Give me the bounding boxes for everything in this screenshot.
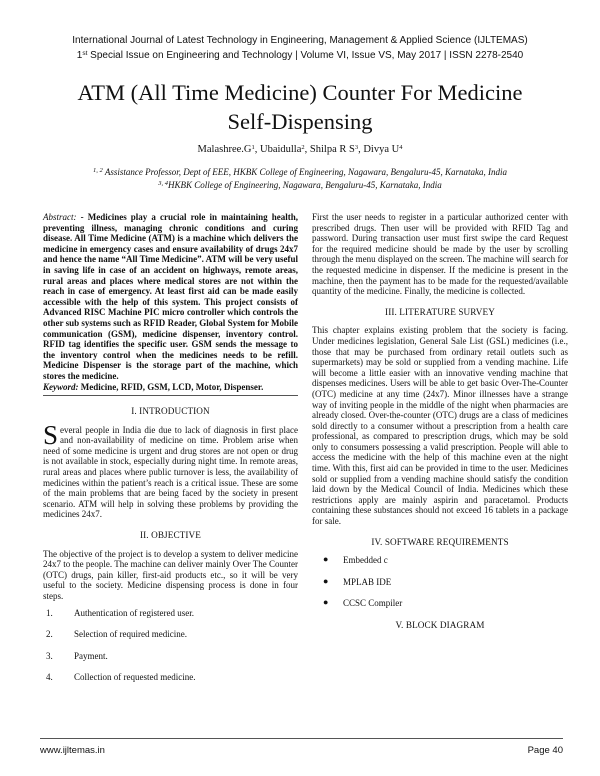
keywords: Keyword: Medicine, RFID, GSM, LCD, Motor, Dispenser. bbox=[43, 382, 298, 397]
footer-divider bbox=[40, 738, 563, 739]
objective-continued-paragraph: First the user needs to register in a particular authorized center with prescribed drugs. Then user will be provided with RFID Tag and password. During transaction user must first swipe the card Request for the required medicine should be made by the user by scrolling through the menu displayed on the screen. The machine will search for the requested medicine in dispenser. If the medicine is present in the machine, then the payment has to be made for the requested/available quantity of the medicine. Finally, the medicine is collected. bbox=[312, 212, 568, 297]
footer-page-number: Page 40 bbox=[527, 745, 563, 756]
software-requirements-list bbox=[312, 555, 568, 609]
dispensing-steps-list bbox=[43, 608, 298, 683]
objective-paragraph: The objective of the project is to develop a system to deliver medicine 24x7 to the people. The machine can deliver mainly Over The Counter (OTC) drugs, pain killer, first-aid products etc., so it will be very useful to the society. Medicine dispensing process is done in four steps. bbox=[43, 548, 298, 601]
paper-title bbox=[40, 78, 560, 136]
literature-survey-paragraph: This chapter explains existing problem that the society is facing. Under medicines legislation, General Sale List (GSL) medicines (i.e., those that may be purchased from ordinary retail outlets such as supermarkets) may be sold or supplied from a vending machine. Life will become a little easier with an innovative vending machine that dispenses medicines. Users will be able to get basic Over-The-Counter (OTC) medicine at any time (24x7). Minor illnesses have a strange way of inviting people in the middle of the night when pharmacies are already closed. Over-the-counter (OTC) drugs are a class of medicines sold directly to a consumer without a prescription from a health care professional, as compared to prescription drugs, which may be sold only to consumers possessing a valid prescription. People will able to access the medicine with the help of this machine even at the night time. With this, first aid can be provided in time to the user. Medicines sold or supplied from a vending machine should satisfy the condition laid down by the Medical Council of India. Medicines which these restrictions apply are mainly aspirin and paracetamol. Products containing these substances should not exceed 16 tablets in a package for sale. bbox=[312, 325, 568, 527]
abstract: Abstract: - Medicines play a crucial role in maintaining health, preventing illness, managing chronic conditions and curing disease. All Time Medicine (ATM) is a machine which delivers the medicine in emergency cases and ensure availability of drugs 24x7 and hence the name “All Time Medicine”. ATM will be very useful in saving life in case of an accident on highways, remote areas, rural areas and places where medical stores are not within the reach in case of emergency. At least first aid can be made easily accessible with the help of this system. This project consists of Advanced RISC Machine PIC micro controller which controls the other sub systems such as RFID Reader, Global System for Mobile communication (GSM), medicine dispenser, inventory control. RFID tag identifies the specific user. GSM sends the message to the inventory control when the medicines needs to be refill. Medicine Dispenser is the storage part of the machine, which stores the medicine. bbox=[43, 212, 298, 381]
introduction-paragraph: Several people in India die due to lack of diagnosis in first place and non-availability of medicine on time. Problem arise when need of some medicine is urgent and drug stores are not open or drug is not available in stock, especially during night time. In remote areas, rural areas and places where public turnover is less, the availability of medicines within the patient’s reach is a critical issue. These are some of the main problems that are being faced by the society in present scenario. ATM will help in solving these problems by providing the medicines 24x7. bbox=[43, 419, 298, 520]
list-item: 4. Collection of requested medicine. bbox=[46, 672, 196, 683]
bullet-icon: ● bbox=[323, 554, 329, 565]
paper-title-line-1: ATM (All Time Medicine) Counter For Medicine bbox=[77, 80, 523, 105]
footer-website: www.ijltemas.in bbox=[40, 745, 105, 756]
journal-header bbox=[0, 34, 600, 62]
affiliation-1: $^{1, 2}$ Assistance Professor, Dept of EEE, HKBK College of Engineering, Nagawara, Bengaluru-45, Karnataka, India bbox=[93, 167, 507, 177]
list-item: 3. Payment. bbox=[46, 650, 108, 661]
journal-issue: 1st Special Issue on Engineering and Technology | Volume VI, Issue VS, May 2017 | ISSN 2278-2540 bbox=[76, 50, 524, 61]
right-column bbox=[312, 212, 568, 639]
affiliation-2: $^{3, 4}$HKBK College of Engineering, Nagawara, Bengaluru-45, Karnataka, India bbox=[158, 180, 442, 190]
list-item: ● CCSC Compiler bbox=[323, 597, 403, 609]
section-heading-objective: II. OBJECTIVE bbox=[139, 530, 201, 541]
drop-cap: S bbox=[43, 419, 59, 450]
bullet-icon: ● bbox=[323, 597, 329, 608]
list-item: 2. Selection of required medicine. bbox=[46, 629, 187, 640]
bullet-icon: ● bbox=[323, 575, 329, 586]
author-list: $Malashree.G^1$, Ubaidulla$^2$, Shilpa R $S^3$, Divya $U^4$ bbox=[197, 144, 403, 155]
list-item: ● Embedded c bbox=[323, 554, 388, 566]
section-heading-block-diagram: V. BLOCK DIAGRAM bbox=[395, 620, 485, 630]
section-heading-introduction: I. INTRODUCTION bbox=[131, 406, 210, 417]
list-item: ● MPLAB IDE bbox=[323, 575, 392, 587]
section-heading-software-requirements: IV. SOFTWARE REQUIREMENTS bbox=[371, 536, 509, 547]
journal-name: International Journal of Latest Technology in Engineering, Management & Applied Science (IJLTEMAS) bbox=[72, 35, 528, 46]
section-heading-literature-survey: III. LITERATURE SURVEY bbox=[385, 306, 495, 317]
list-item: 1. Authentication of registered user. bbox=[46, 607, 194, 618]
left-column bbox=[43, 212, 298, 694]
paper-title-line-2: Self-Dispensing bbox=[227, 109, 373, 134]
